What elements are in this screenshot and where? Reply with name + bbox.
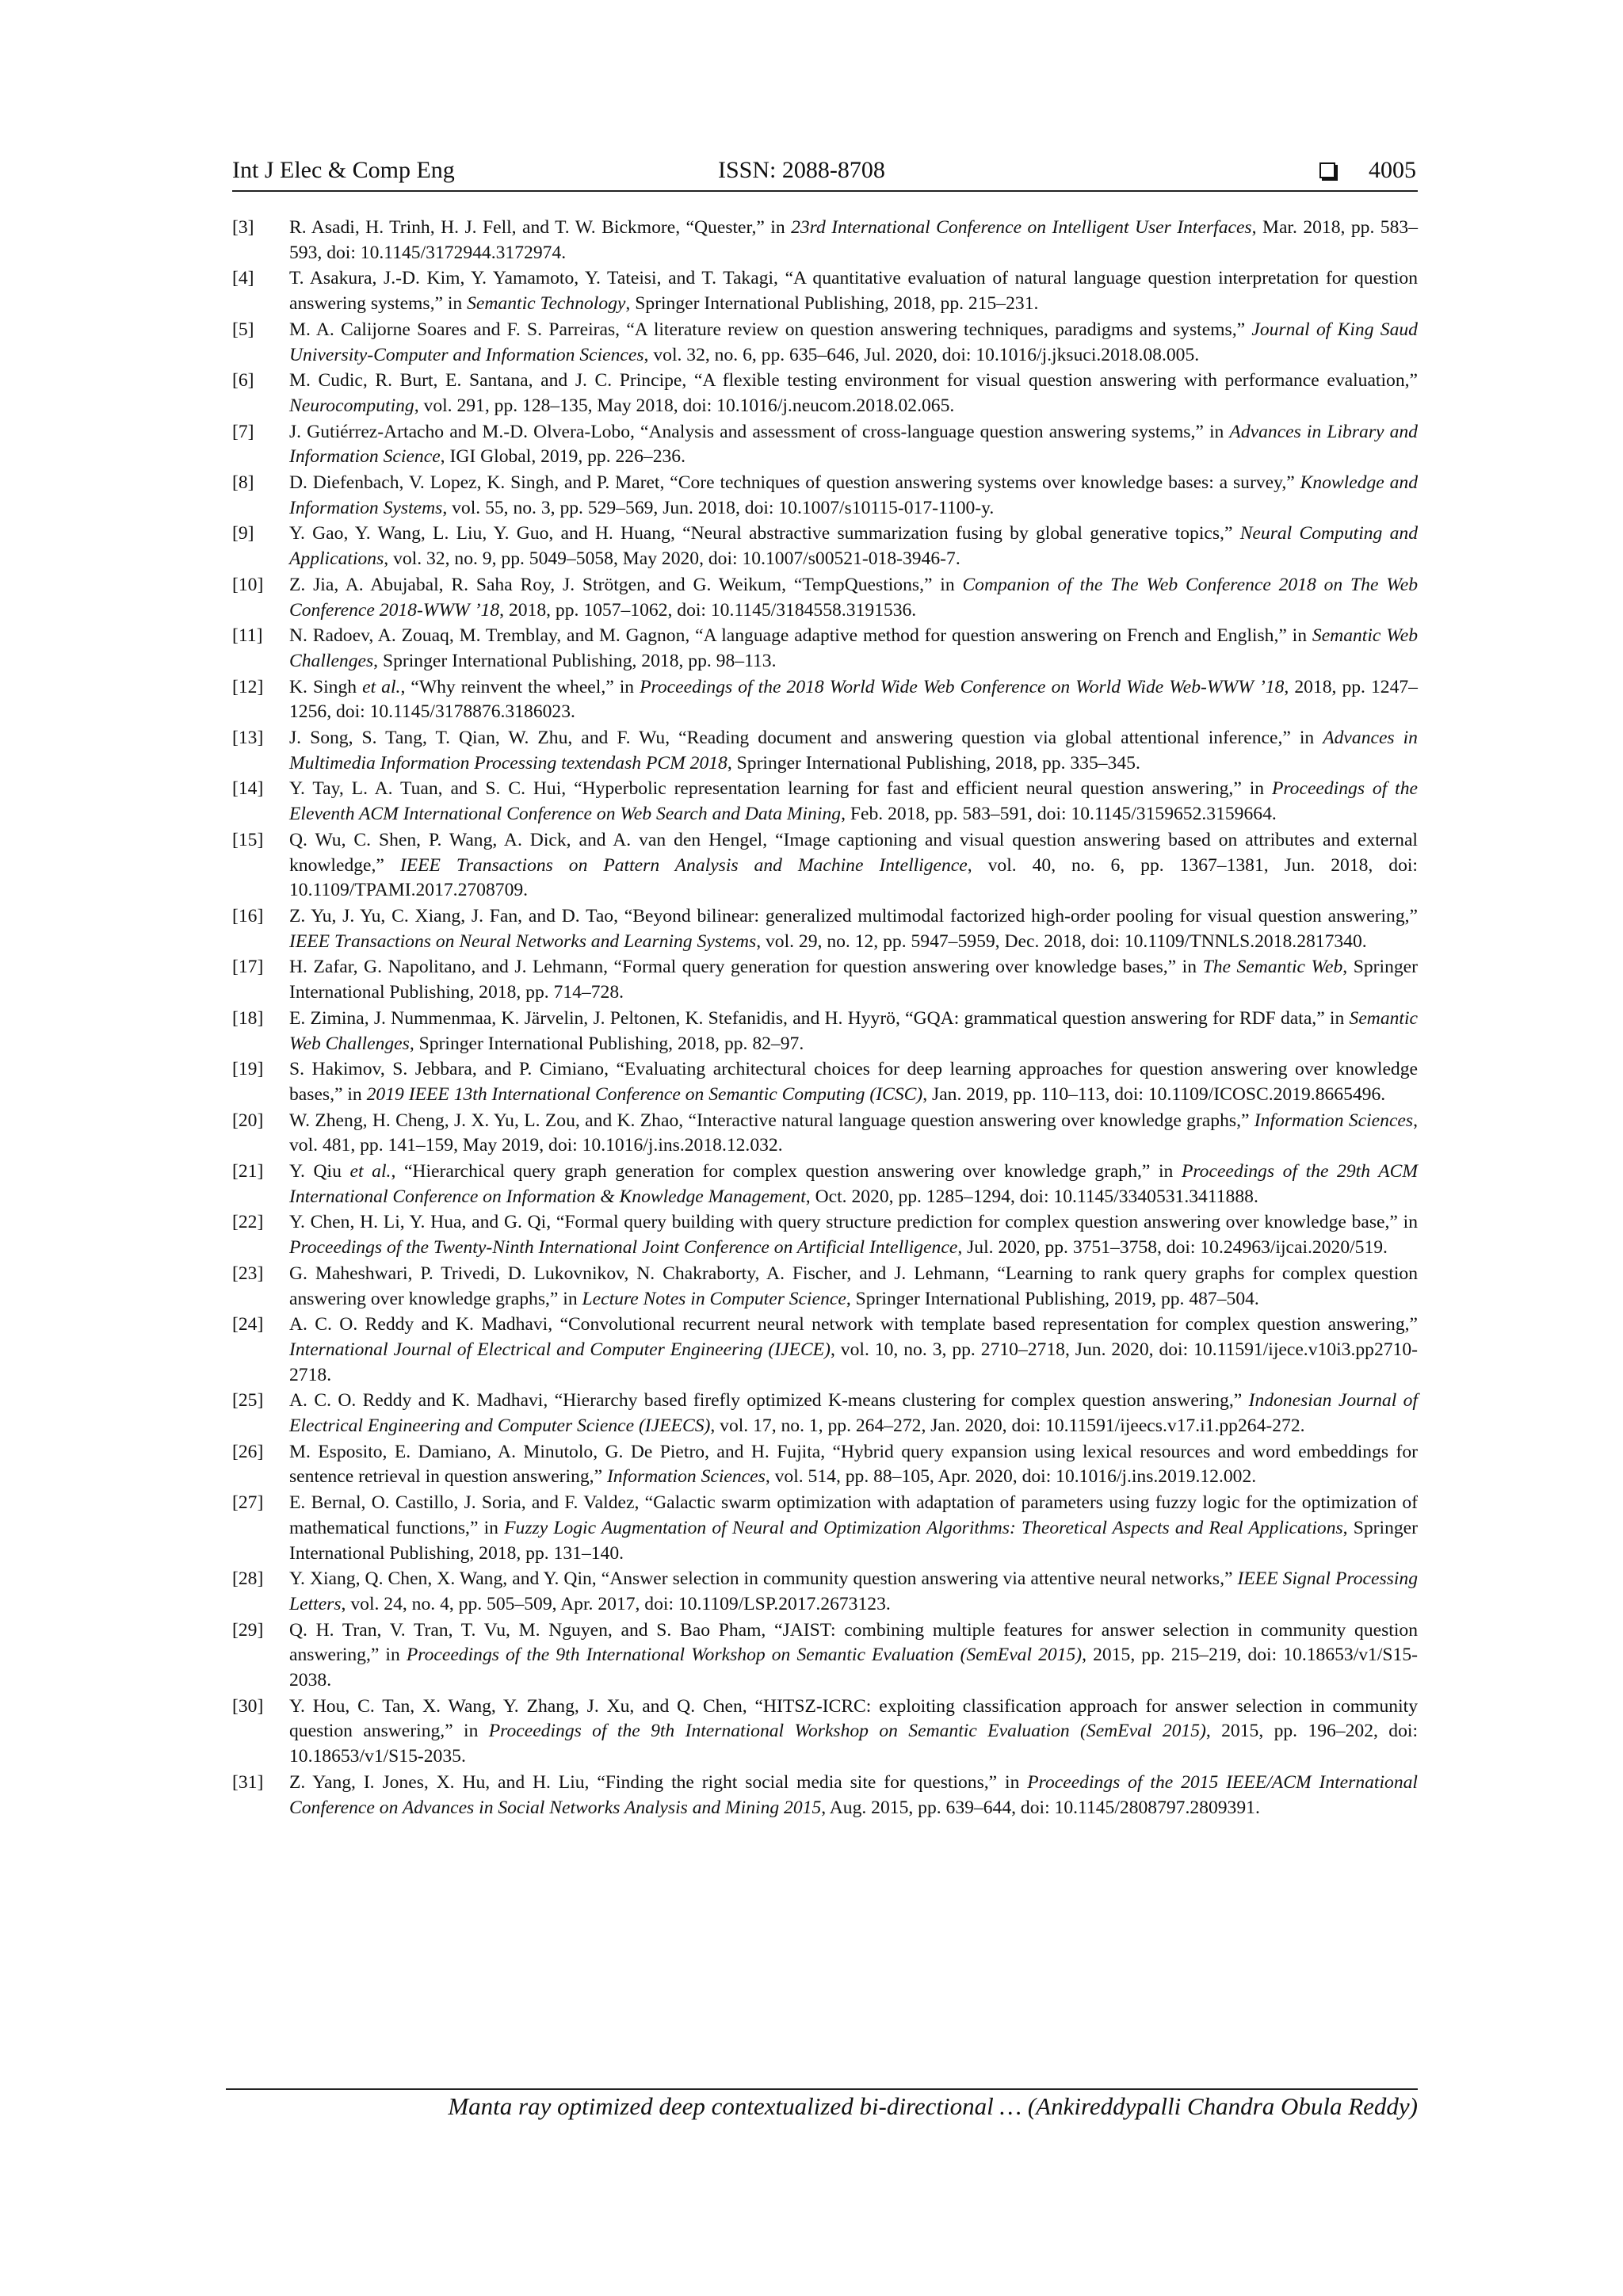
reference-number: [13]	[232, 728, 264, 749]
reference-segment: , Springer International Publishing, 2018, pp. 714–728.	[289, 957, 1418, 1003]
reference-segment: , vol. 32, no. 9, pp. 5049–5058, May 2020, doi: 10.1007/s00521-018-3946-7.	[384, 548, 960, 570]
reference-number: [10]	[232, 574, 264, 595]
reference-number: [7]	[232, 421, 254, 442]
reference-item	[232, 904, 1418, 954]
reference-item	[232, 1567, 1418, 1617]
reference-item	[232, 1440, 1418, 1490]
reference-segment: , Springer International Publishing, 2018, pp. 335–345.	[727, 752, 1140, 774]
reference-item	[232, 573, 1418, 623]
reference-italic-segment: Proceedings of the 9th International Workshop on Semantic Evaluation (SemEval 2015)	[488, 1721, 1206, 1742]
reference-item	[232, 1618, 1418, 1694]
reference-segment: A. C. O. Reddy and K. Madhavi, “Hierarchy based firefly optimized K-means clustering for complex question answering,”	[289, 1390, 1249, 1412]
reference-text	[289, 573, 1418, 623]
reference-segment: , vol. 17, no. 1, pp. 264–272, Jan. 2020, doi: 10.11591/ijeecs.v17.i1.pp264-272.	[710, 1415, 1305, 1437]
reference-text	[289, 1618, 1418, 1694]
reference-segment: M. Cudic, R. Burt, E. Santana, and J. C. Principe, “A flexible testing environment for visual question answering with performance evaluation,”	[289, 370, 1418, 392]
reference-segment: Y. Hou, C. Tan, X. Wang, Y. Zhang, J. Xu, and Q. Chen, “HITSZ-ICRC: exploiting classification approach for answer selection in community question answering,” in	[289, 1695, 1418, 1742]
reference-segment: J. Song, S. Tang, T. Qian, W. Zhu, and F. Wu, “Reading document and answering question via global attentional inference,” in	[289, 728, 1323, 749]
reference-number: [11]	[232, 625, 263, 647]
reference-segment: D. Diefenbach, V. Lopez, K. Singh, and P. Maret, “Core techniques of question answering systems over knowledge bases: a survey,”	[289, 472, 1300, 494]
reference-segment: J. Gutiérrez-Artacho and M.-D. Olvera-Lobo, “Analysis and assessment of cross-language question answering systems,” in	[289, 421, 1230, 442]
reference-segment: , vol. 291, pp. 128–135, May 2018, doi: 10.1016/j.neucom.2018.02.065.	[414, 395, 955, 416]
reference-italic-segment: IEEE Transactions on Pattern Analysis and Machine Intelligence	[399, 854, 968, 876]
reference-text	[289, 1312, 1418, 1388]
reference-italic-segment: Information Sciences	[1254, 1110, 1414, 1131]
reference-item	[232, 369, 1418, 418]
reference-text	[289, 1694, 1418, 1770]
reference-number: [15]	[232, 829, 264, 850]
reference-italic-segment: Proceedings of the 2018 World Wide Web Conference on World Wide Web-WWW ’18	[640, 676, 1285, 697]
reference-italic-segment: Semantic Web Challenges	[289, 625, 1418, 671]
reference-italic-segment: Knowledge and Information Systems	[289, 472, 1419, 518]
reference-item	[232, 777, 1418, 827]
reference-number: [20]	[232, 1110, 264, 1131]
reference-italic-segment: Neural Computing and Applications	[289, 523, 1418, 570]
reference-segment: , “Why reinvent the wheel,” in	[400, 676, 640, 697]
reference-item	[232, 726, 1418, 776]
reference-item	[232, 1007, 1418, 1056]
reference-segment: , Springer International Publishing, 2018, pp. 215–231.	[625, 293, 1039, 315]
reference-text	[289, 828, 1418, 904]
reference-segment: , Aug. 2015, pp. 639–644, doi: 10.1145/2808797.2809391.	[821, 1797, 1260, 1818]
reference-segment: M. A. Calijorne Soares and F. S. Parreiras, “A literature review on question answering techniques, paradigms and systems,”	[289, 319, 1252, 340]
reference-segment: , vol. 10, no. 3, pp. 2710–2718, Jun. 2020, doi: 10.11591/ijece.v10i3.pp2710-2718.	[289, 1339, 1418, 1385]
reference-item	[232, 1262, 1418, 1312]
reference-italic-segment: Advances in Library and Information Science	[289, 421, 1418, 468]
reference-number: [4]	[232, 268, 254, 289]
reference-segment: Z. Yu, J. Yu, C. Xiang, J. Fan, and D. Tao, “Beyond bilinear: generalized multimodal factorized high-order pooling for visual question answering,”	[289, 905, 1418, 926]
reference-segment: , Oct. 2020, pp. 1285–1294, doi: 10.1145/3340531.3411888.	[805, 1186, 1258, 1207]
reference-number: [29]	[232, 1619, 264, 1641]
reference-text	[289, 1440, 1418, 1490]
reference-number: [28]	[232, 1568, 264, 1590]
reference-item	[232, 471, 1418, 521]
reference-number: [12]	[232, 676, 264, 697]
reference-number: [31]	[232, 1771, 264, 1793]
journal-name: Int J Elec & Comp Eng	[232, 157, 455, 183]
reference-number: [30]	[232, 1695, 264, 1717]
reference-italic-segment: International Journal of Electrical and Computer Engineering (IJECE)	[289, 1339, 831, 1360]
reference-number: [19]	[232, 1059, 264, 1080]
reference-segment: , vol. 40, no. 6, pp. 1367–1381, Jun. 2018, doi: 10.1109/TPAMI.2017.2708709.	[289, 854, 1418, 901]
reference-number: [23]	[232, 1263, 264, 1284]
footer-rule	[226, 2088, 1418, 2090]
reference-italic-segment: IEEE Transactions on Neural Networks and Learning Systems	[289, 930, 757, 952]
reference-italic-segment: Proceedings of the 2015 IEEE/ACM International Conference on Advances in Social Networks Analysis and Mining 2015	[289, 1771, 1418, 1818]
reference-number: [5]	[232, 319, 254, 340]
reference-item	[232, 1491, 1418, 1566]
reference-segment: Y. Chen, H. Li, Y. Hua, and G. Qi, “Formal query building with query structure prediction for complex question answering over knowledge base,” in	[289, 1212, 1418, 1233]
reference-number: [17]	[232, 957, 264, 978]
reference-item	[232, 420, 1418, 470]
reference-italic-segment: IEEE Signal Processing Letters	[289, 1568, 1418, 1614]
reference-italic-segment: Semantic Web Challenges	[289, 1007, 1418, 1054]
reference-text	[289, 675, 1418, 725]
reference-number: [25]	[232, 1390, 264, 1412]
reference-italic-segment: Advances in Multimedia Information Processing textendash PCM 2018	[289, 728, 1418, 774]
reference-number: [18]	[232, 1007, 264, 1029]
reference-item	[232, 1389, 1418, 1438]
reference-segment: Y. Gao, Y. Wang, L. Liu, Y. Guo, and H. Huang, “Neural abstractive summarization fusing by global generative topics,”	[289, 523, 1240, 544]
reference-italic-segment: Proceedings of the Eleventh ACM International Conference on Web Search and Data Mining	[289, 778, 1418, 825]
reference-italic-segment: Indonesian Journal of Electrical Engineering and Computer Science (IJEECS)	[289, 1390, 1418, 1437]
reference-number: [24]	[232, 1314, 264, 1335]
reference-italic-segment: Companion of the The Web Conference 2018 on The Web Conference 2018-WWW ’18	[289, 574, 1418, 621]
reference-text	[289, 369, 1418, 418]
reference-segment: Z. Yang, I. Jones, X. Hu, and H. Liu, “Finding the right social media site for questions,” in	[289, 1771, 1028, 1793]
reference-segment: , 2018, pp. 1247–1256, doi: 10.1145/3178876.3186023.	[289, 676, 1418, 723]
reference-segment: K. Singh	[289, 676, 363, 697]
reference-italic-segment: Proceedings of the 9th International Workshop on Semantic Evaluation (SemEval 2015)	[406, 1645, 1083, 1666]
reference-segment: , vol. 514, pp. 88–105, Apr. 2020, doi: 10.1016/j.ins.2019.12.002.	[765, 1466, 1257, 1488]
reference-number: [3]	[232, 217, 254, 238]
reference-segment: , 2015, pp. 215–219, doi: 10.18653/v1/S15-2038.	[289, 1645, 1418, 1691]
reference-number: [26]	[232, 1441, 264, 1462]
reference-text	[289, 318, 1418, 368]
reference-text	[289, 1389, 1418, 1438]
reference-segment: Q. Wu, C. Shen, P. Wang, A. Dick, and A. van den Hengel, “Image captioning and visual question answering based on attributes and external knowledge,”	[289, 829, 1418, 876]
reference-segment: , Jan. 2019, pp. 110–113, doi: 10.1109/ICOSC.2019.8665496.	[922, 1083, 1386, 1105]
reference-italic-segment: Proceedings of the 29th ACM International Conference on Information & Knowledge Management	[289, 1161, 1418, 1207]
page-header	[232, 155, 1418, 192]
reference-segment: , vol. 24, no. 4, pp. 505–509, Apr. 2017, doi: 10.1109/LSP.2017.2673123.	[341, 1593, 891, 1614]
reference-segment: , Springer International Publishing, 2018, pp. 82–97.	[409, 1033, 804, 1054]
reference-italic-segment: 23rd International Conference on Intelligent User Interfaces	[791, 217, 1252, 238]
reference-italic-segment: Semantic Technology	[467, 293, 626, 315]
reference-segment: , vol. 55, no. 3, pp. 529–569, Jun. 2018, doi: 10.1007/s10115-017-1100-y.	[442, 497, 995, 518]
reference-italic-segment: The Semantic Web	[1202, 957, 1343, 978]
reference-italic-segment: Proceedings of the Twenty-Ninth International Joint Conference on Artificial Intelligence	[289, 1237, 958, 1259]
reference-segment: , Mar. 2018, pp. 583–593, doi: 10.1145/3172944.3172974.	[289, 217, 1418, 263]
reference-item	[232, 1210, 1418, 1260]
reference-segment: W. Zheng, H. Cheng, J. X. Yu, L. Zou, and K. Zhao, “Interactive natural language question answering over knowledge graphs,”	[289, 1110, 1254, 1131]
reference-text	[289, 1262, 1418, 1312]
reference-text	[289, 521, 1418, 571]
square-icon	[1319, 162, 1335, 178]
reference-text	[289, 1567, 1418, 1617]
reference-segment: T. Asakura, J.-D. Kim, Y. Yamamoto, Y. Tateisi, and T. Takagi, “A quantitative evaluation of natural language question interpretation for question answering systems,” in	[289, 268, 1418, 315]
reference-item	[232, 624, 1418, 674]
running-footer: Manta ray optimized deep contextualized bi-directional … (Ankireddypalli Chandra Obula Reddy)	[448, 2092, 1418, 2120]
reference-number: [21]	[232, 1161, 264, 1182]
reference-text	[289, 955, 1418, 1005]
reference-italic-segment: Fuzzy Logic Augmentation of Neural and Optimization Algorithms: Theoretical Aspects and Real Applications	[504, 1517, 1343, 1538]
reference-text	[289, 216, 1418, 266]
reference-item	[232, 1109, 1418, 1159]
reference-number: [22]	[232, 1212, 264, 1233]
reference-italic-segment: 2019 IEEE 13th International Conference on Semantic Computing (ICSC)	[366, 1083, 923, 1105]
reference-item	[232, 216, 1418, 266]
reference-segment: Y. Qiu	[289, 1161, 350, 1182]
reference-text	[289, 471, 1418, 521]
reference-segment: , “Hierarchical query graph generation for complex question answering over knowledge graph,” in	[391, 1161, 1182, 1182]
reference-item	[232, 1057, 1418, 1107]
reference-segment: , Springer International Publishing, 2019, pp. 487–504.	[846, 1288, 1259, 1309]
reference-segment: , Springer International Publishing, 2018, pp. 98–113.	[373, 650, 777, 671]
reference-number: [27]	[232, 1492, 264, 1514]
reference-text	[289, 266, 1418, 316]
reference-item	[232, 1159, 1418, 1209]
reference-item	[232, 318, 1418, 368]
reference-text	[289, 1109, 1418, 1159]
reference-text	[289, 1159, 1418, 1209]
page-number: 4005	[1369, 157, 1416, 183]
reference-item	[232, 521, 1418, 571]
reference-item	[232, 1694, 1418, 1770]
reference-item	[232, 266, 1418, 316]
reference-italic-segment: et al.	[349, 1161, 391, 1182]
reference-item	[232, 675, 1418, 725]
reference-number: [14]	[232, 778, 264, 800]
reference-segment: N. Radoev, A. Zouaq, M. Tremblay, and M. Gagnon, “A language adaptive method for question answering on French and English,” in	[289, 625, 1312, 647]
reference-segment: , Jul. 2020, pp. 3751–3758, doi: 10.24963/ijcai.2020/519.	[957, 1237, 1388, 1259]
reference-segment: E. Bernal, O. Castillo, J. Soria, and F. Valdez, “Galactic swarm optimization with adaptation of parameters using fuzzy logic for the optimization of mathematical functions,” in	[289, 1492, 1418, 1538]
reference-segment: Y. Xiang, Q. Chen, X. Wang, and Y. Qin, “Answer selection in community question answering via attentive neural networks,”	[289, 1568, 1238, 1590]
reference-list	[232, 216, 1418, 1821]
reference-number: [8]	[232, 472, 254, 494]
reference-segment: M. Esposito, E. Damiano, A. Minutolo, G. De Pietro, and H. Fujita, “Hybrid query expansion using lexical resources and word embeddings for sentence retrieval in question answering,”	[289, 1441, 1418, 1488]
reference-segment: E. Zimina, J. Nummenmaa, K. Järvelin, J. Peltonen, K. Stefanidis, and H. Hyyrö, “GQA: grammatical question answering for RDF data,” in	[289, 1007, 1350, 1029]
reference-italic-segment: Information Sciences	[606, 1466, 766, 1488]
reference-item	[232, 1771, 1418, 1820]
reference-segment: , IGI Global, 2019, pp. 226–236.	[440, 446, 685, 468]
reference-segment: A. C. O. Reddy and K. Madhavi, “Convolutional recurrent neural network with template based representation for complex question answering,”	[289, 1314, 1418, 1335]
reference-segment: , Feb. 2018, pp. 583–591, doi: 10.1145/3159652.3159664.	[841, 804, 1277, 825]
reference-text	[289, 1210, 1418, 1260]
reference-item	[232, 955, 1418, 1005]
reference-italic-segment: et al.	[362, 676, 401, 697]
reference-text	[289, 1007, 1418, 1056]
reference-segment: S. Hakimov, S. Jebbara, and P. Cimiano, “Evaluating architectural choices for deep learning approaches for question answering over knowledge bases,” in	[289, 1059, 1418, 1105]
reference-segment: R. Asadi, H. Trinh, H. J. Fell, and T. W. Bickmore, “Quester,” in	[289, 217, 792, 238]
reference-segment: , Springer International Publishing, 2018, pp. 131–140.	[289, 1517, 1418, 1564]
reference-segment: Y. Tay, L. A. Tuan, and S. C. Hui, “Hyperbolic representation learning for fast and efficient neural question answering,” in	[289, 778, 1272, 800]
issn: ISSN: 2088-8708	[718, 157, 885, 183]
reference-number: [16]	[232, 905, 264, 926]
reference-item	[232, 828, 1418, 904]
reference-segment: , 2015, pp. 196–202, doi: 10.18653/v1/S15-2035.	[289, 1721, 1418, 1767]
reference-text	[289, 904, 1418, 954]
reference-segment: H. Zafar, G. Napolitano, and J. Lehmann, “Formal query generation for question answering over knowledge bases,” in	[289, 957, 1203, 978]
reference-text	[289, 420, 1418, 470]
reference-segment: Q. H. Tran, V. Tran, T. Vu, M. Nguyen, and S. Bao Pham, “JAIST: combining multiple features for answer selection in community question answering,” in	[289, 1619, 1418, 1666]
reference-text	[289, 1771, 1418, 1820]
reference-text	[289, 1057, 1418, 1107]
reference-segment: , vol. 29, no. 12, pp. 5947–5959, Dec. 2018, doi: 10.1109/TNNLS.2018.2817340.	[756, 930, 1367, 952]
reference-number: [6]	[232, 370, 254, 392]
reference-italic-segment: Lecture Notes in Computer Science	[582, 1288, 846, 1309]
reference-text	[289, 624, 1418, 674]
reference-text	[289, 726, 1418, 776]
reference-text	[289, 777, 1418, 827]
reference-italic-segment: Journal of King Saud University-Computer and Information Sciences	[289, 319, 1418, 365]
reference-text	[289, 1491, 1418, 1566]
reference-segment: Z. Jia, A. Abujabal, R. Saha Roy, J. Strötgen, and G. Weikum, “TempQuestions,” in	[289, 574, 963, 595]
reference-italic-segment: Neurocomputing	[289, 395, 414, 416]
reference-segment: , vol. 32, no. 6, pp. 635–646, Jul. 2020, doi: 10.1016/j.jksuci.2018.08.005.	[643, 344, 1200, 365]
reference-segment: , vol. 481, pp. 141–159, May 2019, doi: 10.1016/j.ins.2018.12.032.	[289, 1110, 1418, 1156]
reference-item	[232, 1312, 1418, 1388]
reference-segment: , 2018, pp. 1057–1062, doi: 10.1145/3184558.3191536.	[499, 599, 917, 621]
reference-segment: G. Maheshwari, P. Trivedi, D. Lukovnikov, N. Chakraborty, A. Fischer, and J. Lehmann, “Learning to rank query graphs for complex question answering over knowledge graphs,” in	[289, 1263, 1418, 1309]
reference-number: [9]	[232, 523, 254, 544]
